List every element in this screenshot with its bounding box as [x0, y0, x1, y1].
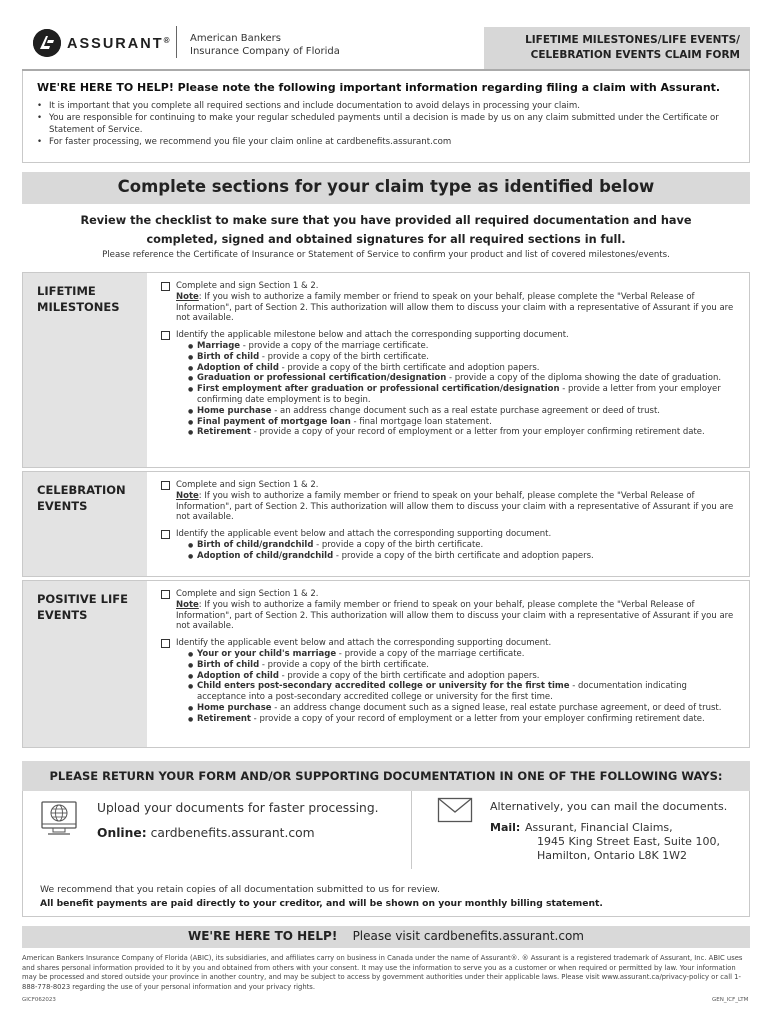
list-item: ● Adoption of child - provide a copy of the birth certificate and adoption papers.: [188, 671, 735, 682]
return-divider: [411, 791, 412, 869]
list-item: ● Graduation or professional certification/designation - provide a copy of the diploma showing the date of graduation.: [188, 373, 735, 384]
checkbox[interactable]: [161, 331, 170, 340]
list-item: ● Birth of child - provide a copy of the birth certificate.: [188, 352, 735, 363]
checklist-item: Complete and sign Section 1 & 2. Note: If you wish to authorize a family member or friend to speak on your behalf, please complete the "Verbal Release of Information", part of Section 2. This authorization will allow them to discuss your claim with a representative of Assurant if you are not available.: [161, 281, 735, 324]
envelope-icon: [437, 797, 473, 827]
checkbox[interactable]: [161, 282, 170, 291]
mail-intro: Alternatively, you can mail the documents.: [490, 800, 728, 813]
list-item: ● Your or your child's marriage - provide a copy of the marriage certificate.: [188, 649, 735, 660]
recommendation-text: We recommend that you retain copies of all documentation submitted to us for review. All benefit payments are paid directly to your creditor, and will be shown on your monthly billing statement.: [40, 884, 603, 909]
review-instructions: Review the checklist to make sure that you have provided all required documentation and have completed, signed and obtained signatures for all required sections in full.: [80, 214, 692, 246]
section-title: CELEBRATION EVENTS: [23, 472, 147, 576]
legal-disclaimer: American Bankers Insurance Company of Florida (ABIC), its subsidiaries, and affiliates carry on business in Canada under the name of Assurant®. ® Assurant is a registered trademark of Assurant, Inc. ABIC uses and shares personal information provided to it by you and obtained from others with your consent. It may use the information to serve you as a customer or when required or permitted by law. Your information may be processed and stored outside your province in another country, and may be subject to access by government authorities under their applicable laws. Please visit www.assurant.ca/privacy-policy or call 1-888-778-8023 regarding the use of your personal information and your privacy rights.: [22, 954, 743, 991]
assurant-logo-icon: [33, 29, 61, 57]
list-item: ● First employment after graduation or professional certification/designation - provide a letter from your employer confirming date employment is to begin.: [188, 384, 735, 406]
section-title: POSITIVE LIFE EVENTS: [23, 581, 147, 747]
reference-note: Please reference the Certificate of Insurance or Statement of Service to confirm your product and list of covered milestones/events.: [102, 250, 670, 260]
checkbox[interactable]: [161, 639, 170, 648]
checkbox[interactable]: [161, 530, 170, 539]
help-notice: [22, 71, 750, 163]
visit-banner: WE'RE HERE TO HELP! Please visit cardbenefits.assurant.com: [22, 926, 750, 948]
list-item: ● Birth of child/grandchild - provide a copy of the birth certificate.: [188, 540, 735, 551]
mail-address: Assurant, Financial Claims, 1945 King Street East, Suite 100, Hamilton, Ontario L8K 1W2: [525, 821, 720, 862]
list-item: ● Home purchase - an address change document such as a real estate purchase agreement or deed of trust.: [188, 406, 735, 417]
checklist-item: Complete and sign Section 1 & 2. Note: If you wish to authorize a family member or friend to speak on your behalf, please complete the "Verbal Release of Information", part of Section 2. This authorization will allow them to discuss your claim with a representative of Assurant if you are not available.: [161, 480, 735, 523]
list-item: ● Child enters post-secondary accredited college or university for the first time - documentation indicating acceptance into a post-secondary accredited college or university for the first time.: [188, 681, 735, 703]
checklist-item: Complete and sign Section 1 & 2. Note: If you wish to authorize a family member or friend to speak on your behalf, please complete the "Verbal Release of Information", part of Section 2. This authorization will allow them to discuss your claim with a representative of Assurant if you are not available.: [161, 589, 735, 632]
help-bullet: • For faster processing, we recommend you file your claim online at cardbenefits.assurant.com: [37, 136, 737, 148]
brand-name: ASSURANT®: [67, 36, 172, 52]
help-bullets: [37, 100, 737, 148]
header-divider: [176, 26, 177, 58]
list-item: ● Marriage - provide a copy of the marriage certificate.: [188, 341, 735, 352]
checklist-item: Identify the applicable milestone below and attach the corresponding supporting document. ● Marriage - provide a copy of the marriage certificate. ● Birth of child - provide a copy of the birth certificate. ● Adoption of child - provide a copy of the birth certificate and adoption papers. ● Graduation or professional certification/designation - provide a copy of the diploma showing the date of graduation. ● First employment after graduation or professional certification/designation - provide a letter from your employer confirming date employment is to begin. ● Home purchase - an address change document such as a real estate purchase agreement or deed of trust. ● Final payment of mortgage loan - final mortgage loan statement. ● Retirement - provide a copy of your record of employment or a letter from your employer confirming retirement date.: [161, 330, 735, 438]
list-item: ● Final payment of mortgage loan - final mortgage loan statement.: [188, 417, 735, 428]
help-bullet: • You are responsible for continuing to make your regular scheduled payments until a decision is made by us on any claim submitted under the Certificate or Statement of Service.: [37, 112, 737, 136]
celebration-events-section: [22, 471, 750, 577]
list-item: ● Home purchase - an address change document such as a signed lease, real estate purchase agreement, or deed of trust.: [188, 703, 735, 714]
mail-label: Mail:: [490, 821, 521, 834]
return-heading: PLEASE RETURN YOUR FORM AND/OR SUPPORTING DOCUMENTATION IN ONE OF THE FOLLOWING WAYS:: [22, 761, 750, 791]
list-item: ● Adoption of child - provide a copy of the birth certificate and adoption papers.: [188, 363, 735, 374]
visit-link[interactable]: Please visit cardbenefits.assurant.com: [352, 929, 584, 943]
help-title: WE'RE HERE TO HELP! Please note the following important information regarding filing a claim with Assurant.: [37, 81, 721, 94]
checkbox[interactable]: [161, 481, 170, 490]
checklist-item: Identify the applicable event below and attach the corresponding supporting document. ● Your or your child's marriage - provide a copy of the marriage certificate. ● Birth of child - provide a copy of the birth certificate. ● Adoption of child - provide a copy of the birth certificate and adoption papers. ● Child enters post-secondary accredited college or university for the first time - documentation indicating acceptance into a post-secondary accredited college or university for the first time. ● Home purchase - an address change document such as a signed lease, real estate purchase agreement, or deed of trust. ● Retirement - provide a copy of your record of employment or a letter from your employer confirming retirement date.: [161, 638, 735, 724]
form-title: LIFETIME MILESTONES/LIFE EVENTS/ CELEBRATION EVENTS CLAIM FORM: [484, 27, 750, 69]
company-name: American Bankers Insurance Company of Florida: [190, 33, 340, 57]
list-item: ● Adoption of child/grandchild - provide a copy of the birth certificate and adoption papers.: [188, 551, 735, 562]
checklist-item: Identify the applicable event below and attach the corresponding supporting document. ● Birth of child/grandchild - provide a copy of the birth certificate. ● Adoption of child/grandchild - provide a copy of the birth certificate and adoption papers.: [161, 529, 735, 561]
list-item: ● Retirement - provide a copy of your record of employment or a letter from your employer confirming retirement date.: [188, 427, 735, 438]
positive-life-events-section: [22, 580, 750, 748]
form-code: GICF062023: [22, 997, 56, 1003]
list-item: ● Retirement - provide a copy of your record of employment or a letter from your employer confirming retirement date.: [188, 714, 735, 725]
globe-monitor-icon: [40, 800, 80, 842]
lifetime-milestones-section: [22, 272, 750, 468]
list-item: ● Birth of child - provide a copy of the birth certificate.: [188, 660, 735, 671]
section-title: LIFETIME MILESTONES: [23, 273, 147, 467]
checkbox[interactable]: [161, 590, 170, 599]
upload-text: Upload your documents for faster processing.: [97, 801, 379, 815]
online-link[interactable]: Online: cardbenefits.assurant.com: [97, 826, 315, 840]
sections-heading: Complete sections for your claim type as identified below: [22, 172, 750, 204]
help-bullet: • It is important that you complete all required sections and include documentation to avoid delays in processing your claim.: [37, 100, 737, 112]
form-id: GEN_ICF_LTM: [712, 997, 749, 1003]
